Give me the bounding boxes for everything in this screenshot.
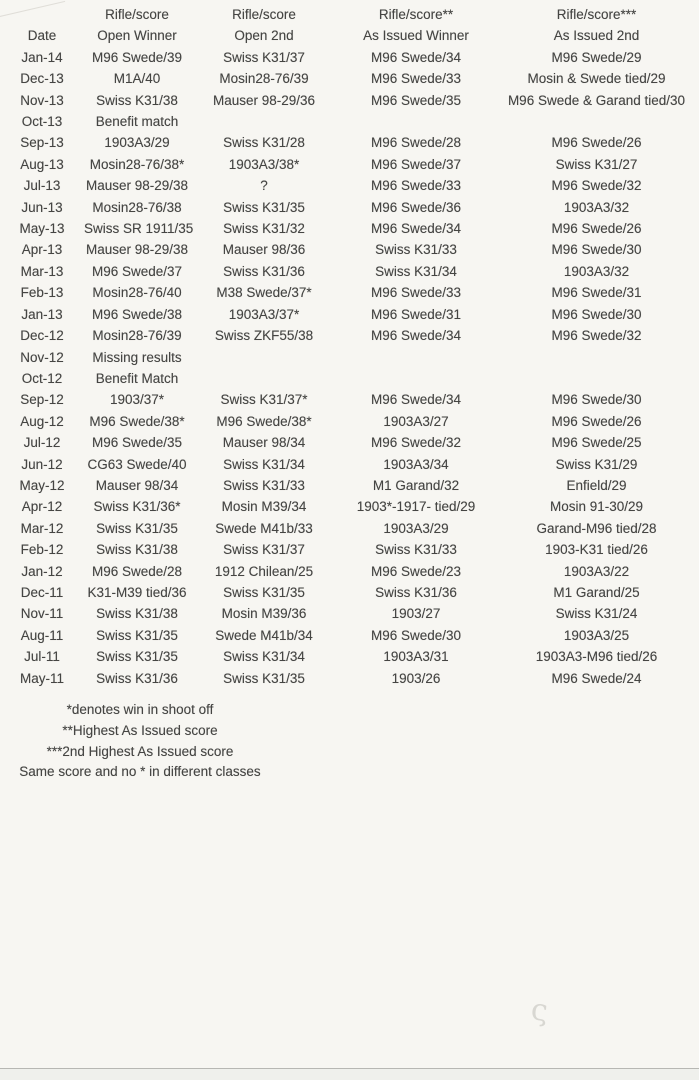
date-cell: Jul-13 [23,178,61,194]
score-cell: Mosin28-76/38 [92,199,182,215]
score-cell: 1903A3/32 [563,199,630,215]
score-cell: M96 Swede/32 [370,435,462,451]
score-cell: Swiss K31/35 [223,670,305,686]
footnote-line: *denotes win in shoot off [66,702,214,717]
header-cell-rifle-score-open-2nd: Rifle/score [232,7,296,22]
score-cell: M96 Swede/30 [551,392,642,408]
header-cell-date: Date [27,28,57,44]
score-cell: Mosin 91-30/29 [549,499,644,515]
date-cell: May-12 [19,477,65,493]
date-cell: Apr-13 [21,242,63,258]
score-cell: M96 Swede/30 [370,627,462,643]
score-cell: Swiss K31/36 [96,670,178,686]
score-cell: Swiss K31/38 [96,542,178,558]
table-row [0,261,699,282]
score-cell: Mauser 98-29/38 [85,242,189,258]
table-row [0,347,699,368]
score-cell [190,111,338,132]
score-cell: 1903-K31 tied/26 [545,542,648,558]
score-cell: M96 Swede/26 [551,413,642,429]
score-cell: Mosin & Swede tied/29 [527,71,666,87]
date-cell: Feb-13 [20,285,64,301]
header-cell-open-2nd: Open 2nd [234,28,294,44]
score-cell: M96 Swede/28 [91,563,183,579]
score-cell: M96 Swede/38* [216,413,312,429]
score-cell: Swiss K31/38 [96,92,178,108]
table-row [0,175,699,196]
score-cell: M96 Swede/30 [551,306,642,322]
score-cell: Mauser 98/36 [222,242,306,258]
score-cell: M96 Swede/29 [551,49,642,65]
table-row [0,561,699,582]
header-cell-as-issued-2nd: As Issued 2nd [553,28,640,44]
score-cell: CG63 Swede/40 [87,456,187,472]
table-row [0,90,699,111]
score-cell [494,368,699,389]
score-cell: M96 Swede/31 [551,285,642,301]
score-cell: Benefit match [95,114,179,130]
score-cell: 1903A3/32 [563,263,630,279]
score-cell: Benefit Match [95,370,179,386]
score-cell: M96 Swede/33 [370,71,462,87]
score-cell: 1903/26 [391,670,441,686]
score-cell: 1903A3/34 [383,456,449,472]
score-cell [494,347,699,368]
score-cell [338,368,494,389]
score-cell: Mosin28-76/39 [219,71,309,87]
score-cell: M96 Swede/34 [370,328,462,344]
score-cell: M96 Swede/38 [91,306,183,322]
date-cell: Jul-11 [24,649,60,665]
table-row [0,368,699,389]
header-cell-as-issued-winner: As Issued Winner [363,28,469,44]
score-cell: M96 Swede/38* [89,413,185,429]
table-row [0,68,699,89]
score-cell: Swiss K31/28 [223,135,305,151]
score-cell: Swiss K31/37 [223,49,305,65]
date-cell: Aug-11 [20,627,64,643]
header-cell-rifle-score-as-issued-winner: Rifle/score** [378,7,454,22]
date-cell: Jul-12 [23,435,61,451]
score-cell: 1903A3-M96 tied/26 [535,649,658,665]
table-row [0,454,699,475]
score-cell: M1 Garand/25 [553,584,640,600]
date-cell: Jan-13 [21,306,63,322]
score-cell: Swiss K31/29 [555,456,638,472]
score-cell: Swiss K31/32 [223,221,305,237]
date-cell: Sep-13 [20,135,64,151]
score-cell: Mosin M39/36 [221,606,307,622]
score-cell: Swiss ZKF55/38 [214,328,314,344]
score-cell: M96 Swede/35 [91,435,183,451]
score-cell: Swiss K31/33 [375,242,457,258]
table-row [0,218,699,239]
score-cell: 1903A3/31 [383,649,449,665]
score-cell: Swiss K31/33 [375,542,457,558]
score-cell: M96 Swede/34 [370,221,462,237]
date-cell: Mar-12 [20,520,64,536]
date-cell: Jan-14 [21,49,63,65]
score-cell: M96 Swede/39 [91,49,183,65]
score-cell: M96 Swede/26 [551,135,642,151]
results-table [0,4,699,689]
score-cell: ? [260,178,268,194]
score-cell: Swiss K31/36 [223,263,305,279]
score-cell: Swiss K31/36 [375,584,457,600]
score-cell: Swiss K31/36* [93,499,181,515]
score-cell: M96 Swede/26 [551,221,642,237]
score-cell: 1903A3/29 [383,520,449,536]
table-row [0,389,699,410]
score-cell: M96 Swede & Garand tied/30 [507,92,686,108]
score-cell: Swiss K31/35 [96,627,178,643]
score-cell: 1903A3/22 [563,563,630,579]
score-cell: M96 Swede/28 [370,135,462,151]
footnote-line: Same score and no * in different classes [19,764,261,780]
score-cell: Swiss K31/34 [223,649,305,665]
header-row-2 [0,25,699,46]
score-cell: Mosin28-76/39 [92,328,182,344]
score-cell: Mauser 98-29/36 [212,92,316,108]
score-cell: Mosin28-76/40 [92,285,182,301]
score-cell: M96 Swede/33 [370,178,462,194]
score-cell: Swiss K31/37 [223,542,305,558]
score-cell: Swiss K31/35 [223,199,305,215]
date-cell: Jun-12 [21,456,63,472]
score-cell: M1 Garand/32 [372,477,460,493]
date-cell: Dec-11 [20,584,64,600]
score-cell [338,347,494,368]
score-cell: Swiss K31/33 [223,477,305,493]
score-cell: M96 Swede/36 [370,199,462,215]
score-cell: M96 Swede/30 [551,242,642,258]
score-cell: M38 Swede/37* [216,285,312,301]
table-row [0,646,699,667]
date-cell: Aug-12 [20,413,64,429]
score-cell [494,111,699,132]
header-cell-rifle-score-open-winner: Rifle/score [105,7,169,22]
score-cell: Swiss K31/34 [375,263,457,279]
table-row [0,582,699,603]
score-cell [190,347,338,368]
date-cell: Feb-12 [20,542,64,558]
score-cell: Garand-M96 tied/28 [536,520,657,536]
table-row [0,432,699,453]
date-cell: Mar-13 [20,263,64,279]
score-cell: Swiss K31/38 [96,606,178,622]
score-cell: Swiss K31/34 [223,456,305,472]
footnote-line: **Highest As Issued score [62,722,218,738]
score-cell: M96 Swede/32 [551,328,642,344]
score-cell: M96 Swede/37 [370,156,462,172]
score-cell: Swiss K31/35 [96,649,178,665]
table-row [0,239,699,260]
date-cell: Jan-12 [21,563,63,579]
header-row-1 [0,4,699,25]
footnote-line: ***2nd Highest As Issued score [46,743,234,759]
score-cell: Swede M41b/34 [215,627,313,643]
date-cell: Nov-12 [20,349,64,365]
score-cell: M96 Swede/32 [551,178,642,194]
date-cell: Dec-13 [20,71,64,87]
score-cell: Mauser 98/34 [95,477,179,493]
date-cell: Oct-13 [21,114,63,130]
score-cell: M96 Swede/33 [370,285,462,301]
score-cell: M96 Swede/37 [91,263,183,279]
score-cell: Missing results [92,349,182,365]
score-cell: Swiss K31/37* [220,392,308,408]
table-row [0,132,699,153]
date-cell: Nov-13 [20,92,64,108]
table-row [0,496,699,517]
footnotes [0,700,280,783]
score-cell: M96 Swede/23 [370,563,462,579]
score-cell: 1903A3/29 [104,135,170,151]
table-row [0,111,699,132]
date-cell: Sep-12 [20,392,64,408]
score-cell: M96 Swede/35 [370,92,462,108]
date-cell: Jun-13 [21,199,63,215]
score-cell: Mauser 98/34 [222,435,306,451]
score-cell: 1912 Chilean/25 [214,563,314,579]
date-cell: Dec-12 [20,328,64,344]
table-row [0,518,699,539]
date-cell: Apr-12 [21,499,63,515]
table-header [0,4,699,47]
score-cell: Swiss K31/35 [223,584,305,600]
table-row [0,47,699,68]
score-cell: K31-M39 tied/36 [87,584,187,600]
score-cell: 1903A3/25 [563,627,630,643]
table-row [0,539,699,560]
score-cell: Mauser 98-29/38 [85,178,189,194]
table-row [0,411,699,432]
header-cell-open-winner: Open Winner [97,28,177,44]
date-cell: May-13 [19,221,65,237]
score-cell: 1903A3/38* [228,156,300,172]
table-row [0,603,699,624]
score-cell [190,368,338,389]
table-row [0,154,699,175]
score-cell: Enfield/29 [566,477,627,493]
score-cell: 1903/37* [109,392,165,408]
score-cell: M96 Swede/24 [551,670,642,686]
date-cell: May-11 [19,670,64,686]
date-cell: Oct-12 [21,370,63,386]
header-cell-rifle-score-as-issued-2nd: Rifle/score*** [556,7,637,22]
score-cell: M1A/40 [113,71,161,87]
table-row [0,475,699,496]
table-row [0,625,699,646]
score-cell: Swiss K31/27 [555,156,638,172]
score-cell: 1903*-1917- tied/29 [356,499,476,515]
header-cell-blank [0,4,84,25]
scan-bottom-edge [0,1068,699,1080]
score-cell: Mosin28-76/38* [89,156,185,172]
score-cell: M96 Swede/34 [370,392,462,408]
score-cell: 1903/27 [391,606,441,622]
table-row [0,668,699,689]
date-cell: Aug-13 [20,156,64,172]
score-cell: M96 Swede/25 [551,435,642,451]
table-row [0,304,699,325]
scan-squiggle-artifact: ς [529,992,550,1029]
score-cell: M96 Swede/31 [370,306,462,322]
score-cell: Swede M41b/33 [215,520,313,536]
score-cell: Mosin M39/34 [221,499,307,515]
table-row [0,197,699,218]
score-cell [338,111,494,132]
table-row [0,282,699,303]
score-cell: M96 Swede/34 [370,49,462,65]
table-body [0,47,699,689]
score-cell: Swiss K31/35 [96,520,178,536]
score-cell: Swiss SR 1911/35 [84,221,194,237]
score-cell: 1903A3/27 [383,413,449,429]
table-row [0,325,699,346]
score-cell: 1903A3/37* [228,306,300,322]
date-cell: Nov-11 [20,606,64,622]
score-cell: Swiss K31/24 [555,606,638,622]
